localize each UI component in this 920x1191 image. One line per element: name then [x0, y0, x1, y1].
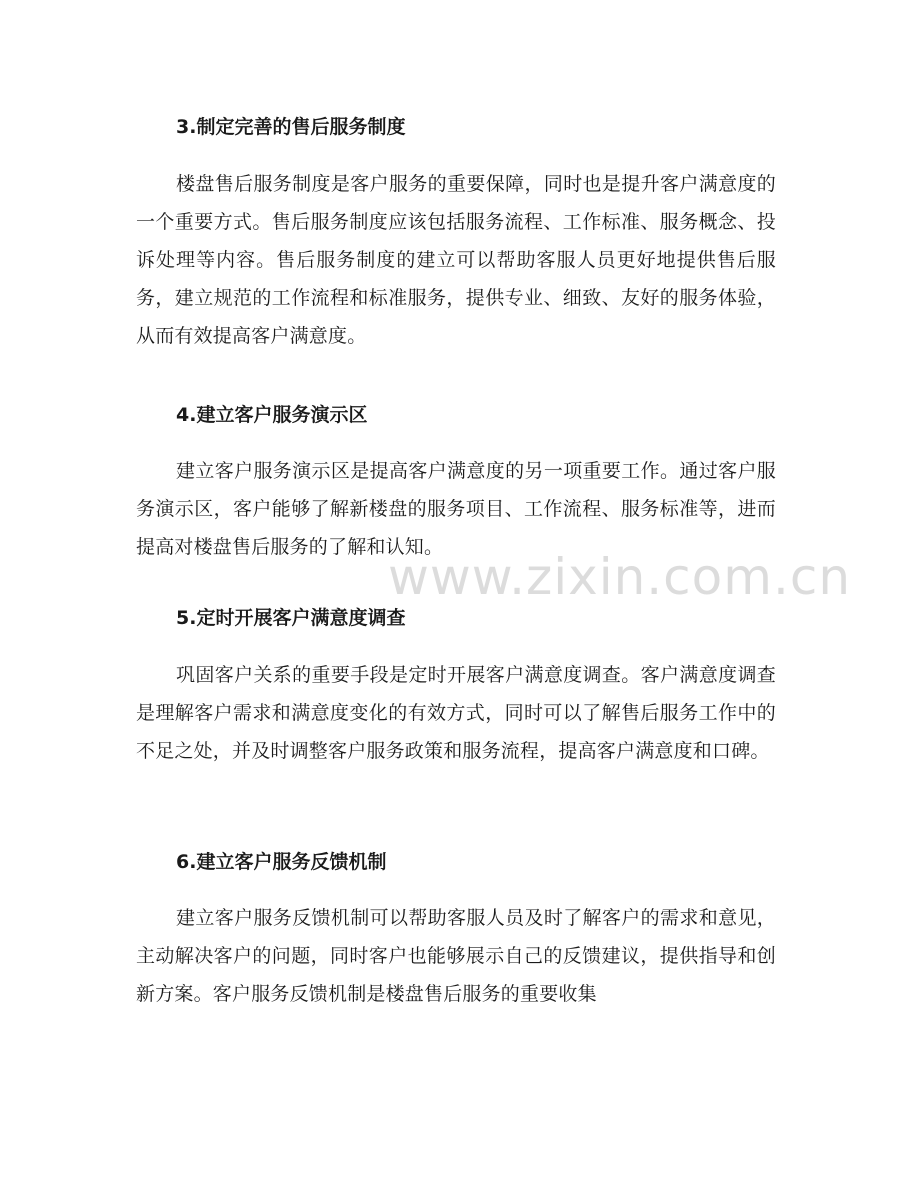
section-paragraph-6: 建立客户服务反馈机制可以帮助客服人员及时了解客户的需求和意见，主动解决客户的问题，同时客户也能够展示自己的反馈建议，提供指导和创新方案。客户服务反馈机制是楼盘售后服务的重要收集: [136, 907, 776, 1005]
section-heading-6: 6.建立客户服务反馈机制: [176, 851, 387, 873]
section-heading-3: 3.制定完善的售后服务制度: [176, 116, 406, 138]
section-paragraph-5: 巩固客户关系的重要手段是定时开展客户满意度调查。客户满意度调查是理解客户需求和满意度变化的有效方式，同时可以了解售后服务工作中的不足之处，并及时调整客户服务政策和服务流程，提高客户满意度和口碑。: [136, 664, 776, 762]
section-paragraph-4: 建立客户服务演示区是提高客户满意度的另一项重要工作。通过客户服务演示区，客户能够了解新楼盘的服务项目、工作流程、服务标准等，进而提高对楼盘售后服务的了解和认知。: [136, 460, 776, 558]
section-heading-5: 5.定时开展客户满意度调查: [176, 607, 406, 629]
watermark: www.zixin.com.cn: [388, 548, 852, 606]
section-heading-4: 4.建立客户服务演示区: [176, 404, 368, 426]
section-paragraph-3: 楼盘售后服务制度是客户服务的重要保障，同时也是提升客户满意度的一个重要方式。售后服务制度应该包括服务流程、工作标准、服务概念、投诉处理等内容。售后服务制度的建立可以帮助客服人员更好地提供售后服务，建立规范的工作流程和标准服务，提供专业、细致、友好的服务体验，从而有效提高客户满意度。: [136, 173, 776, 347]
